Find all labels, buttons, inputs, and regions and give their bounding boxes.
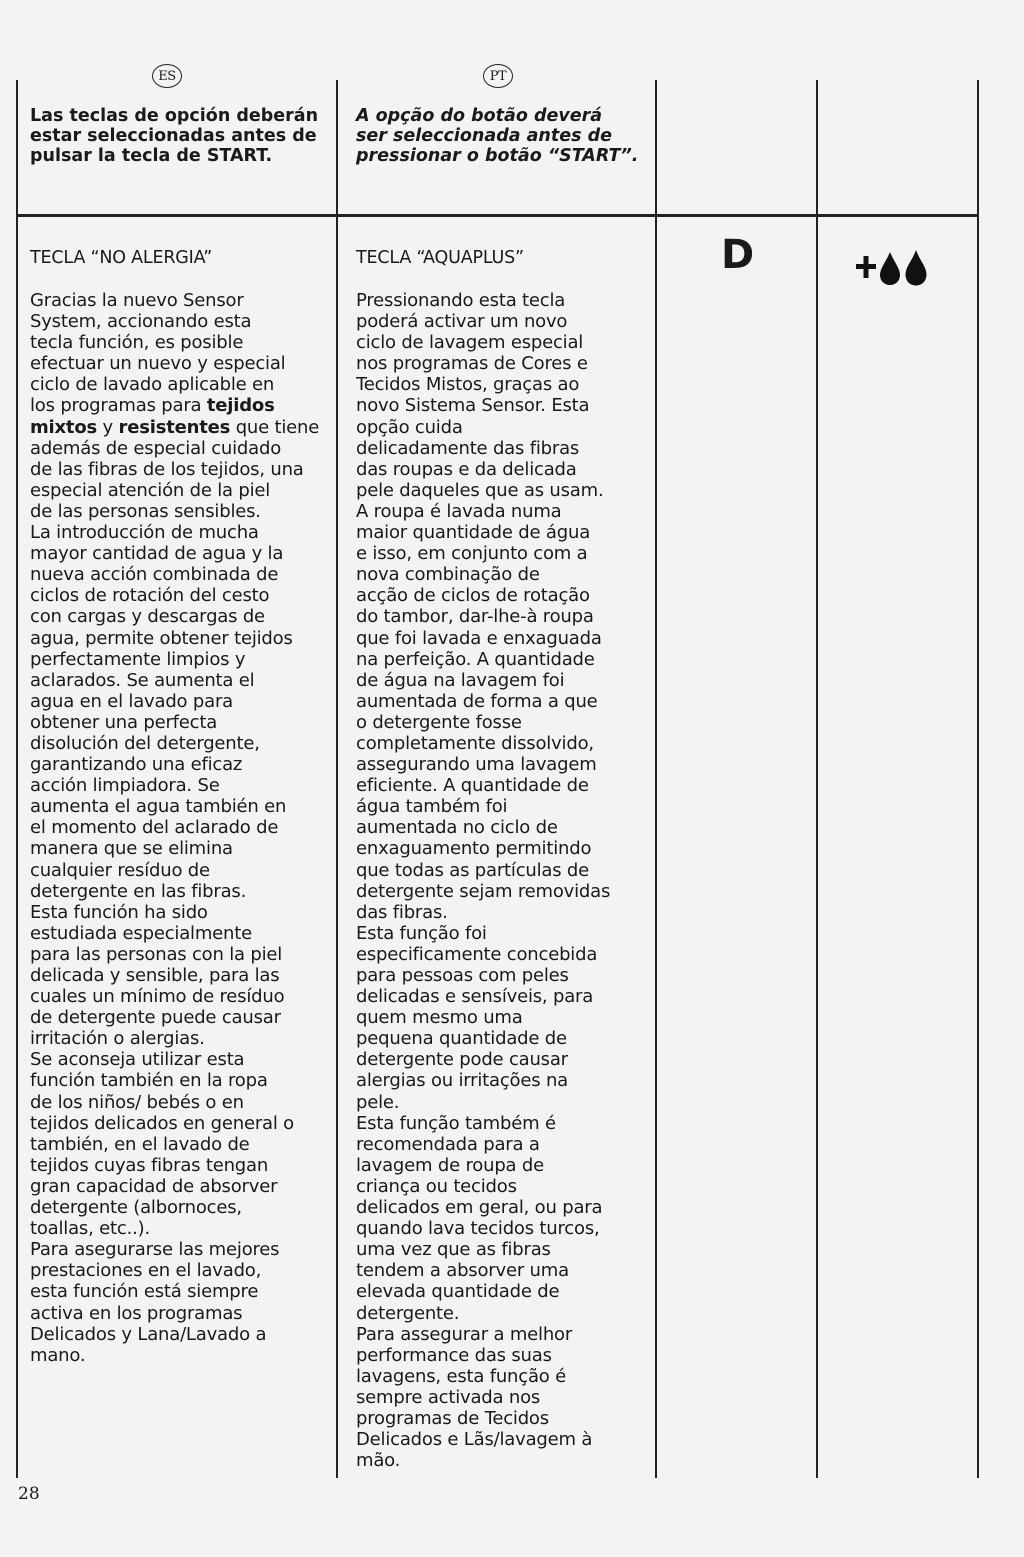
pt-header-note: A opção do botão deverá ser seleccionada antes de pressionar o botão “START”.: [356, 106, 639, 166]
pt-body-text: Pressionando esta tecla poderá activar um novo ciclo de lavagem especial nos programas de Cores e Tecidos Mistos, graças ao novo Sistema Sensor. Esta opção cuida delicadamente das fibras das roupas e da delicada pele daqueles que as usam. A roupa é lavada numa maior quantidade de água e isso, em conjunto com a nova combinação de acção de ciclos de rotação do tambor, dar-lhe-à roupa que foi lavada e enxaguada na perfeição. A quantidade de água na lavagem foi aumentada de forma a que o detergente fosse completamente dissolvido, assegurando uma lavagem eficiente. A quantidade de água também foi aumentada no ciclo de enxaguamento permitindo que todas as partículas de detergente sejam removidas das fibras. Esta função foi especificamente concebida para pessoas com peles delicadas e sensíveis, para quem mesmo uma pequena quantidade de detergente pode causar alergias ou irritações na pele. Esta função também é recomendada para a lavagem de roupa de criança ou tecidos delicados em geral, ou para quando lava tecidos turcos, uma vez que as fibras tendem a absorver uma elevada quantidade de detergente. Para assegurar a melhor performance das suas lavagens, esta função é sempre activada nos programas de Tecidos Delicados e Lãs/lavagem à mão.: [356, 290, 611, 1472]
page-number: 28: [18, 1484, 40, 1504]
column-rule-right: [977, 80, 979, 1478]
es-body-part-3: que tiene además de especial cuidado de las fibras de los tejidos, una especial atención de la piel de las personas sensibles. La introducción de mucha mayor cantidad de agua y la nueva acción combinada de ciclos de rotación del cesto con cargas y descargas de agua, permite obtener tejidos perfectamente limpios y aclarados. Se aumenta el agua en el lavado para obtener una perfecta disolución del detergente, garantizando una eficaz acción limpiadora. Se aumenta el agua también en el momento del aclarado de manera que se elimina cualquier resíduo de detergente en las fibras. Esta función ha sido estudiada especialmente para las personas con la piel delicada y sensible, para las cuales un mínimo de resíduo de detergente puede causar irritación o alergias. Se aconseja utilizar esta función también en la ropa de los niños/ bebés o en tejidos delicados en general o también, en el lavado de tejidos cuyas fibras tengan gran capacidad de absorver detergente (albornoces, toallas, etc..). Para asegurarse las mejores prestaciones en el lavado, esta función está siempre activa en los programas Delicados y Lana/Lavado a mano.: [30, 416, 320, 1366]
column-rule-pt-d: [655, 80, 657, 1478]
column-rule-left: [16, 80, 18, 1478]
header-rule: [16, 214, 979, 217]
es-body-part-1: Gracias la nuevo Sensor System, accionando esta tecla función, es posible efectuar un nuevo y especial ciclo de lavado aplicable en los programas para: [30, 290, 286, 417]
es-bold-resistant: resistentes: [118, 416, 231, 438]
column-rule-d-icon: [816, 80, 818, 1478]
pt-section-title: TECLA “AQUAPLUS”: [356, 248, 524, 268]
es-bold-mixed-fabrics: tejidos mixtos: [30, 395, 275, 438]
es-body-text: [30, 290, 335, 1366]
column-rule-es-pt: [336, 80, 338, 1478]
plus-water-drops-icon: [856, 246, 936, 288]
es-body-part-2: y: [97, 416, 119, 438]
d-column-letter: D: [721, 232, 755, 278]
es-language-badge: ES: [152, 64, 182, 88]
es-section-title: TECLA “NO ALERGIA”: [30, 248, 213, 268]
pt-language-badge: PT: [483, 64, 513, 88]
es-header-note: Las teclas de opción deberán estar seleccionadas antes de pulsar la tecla de START.: [30, 106, 319, 166]
